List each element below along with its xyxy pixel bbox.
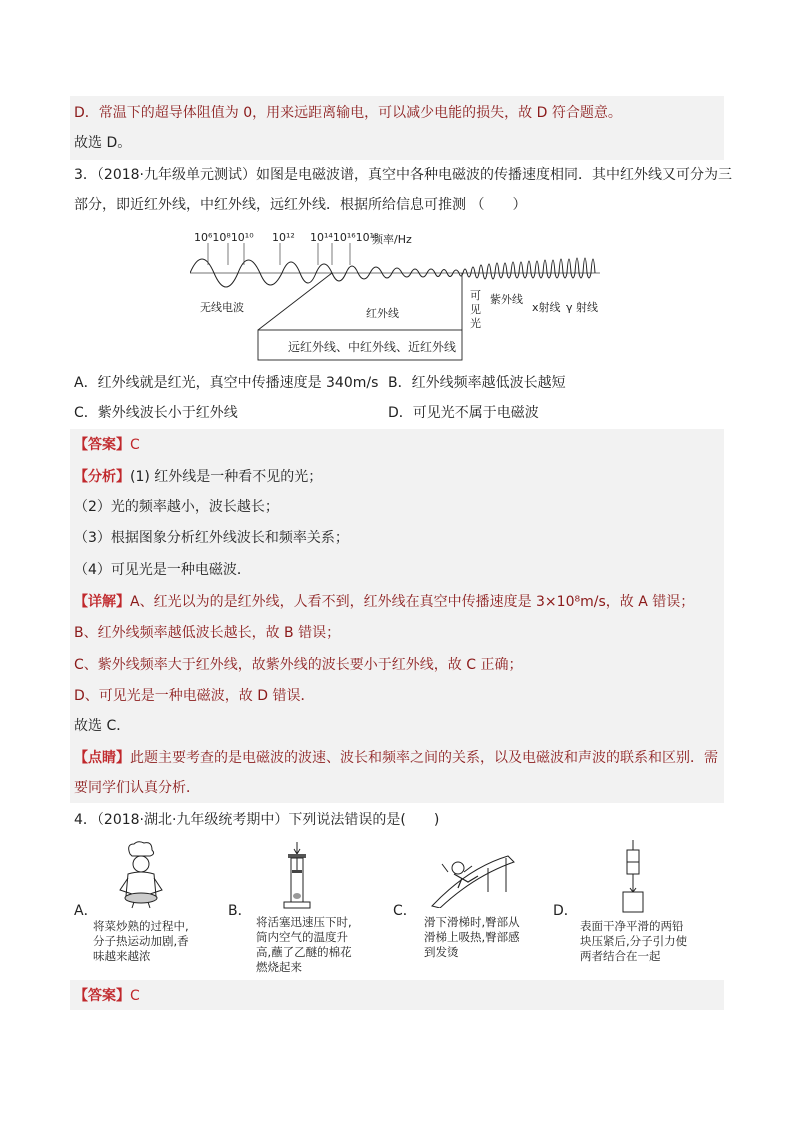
q3-answer-line	[74, 435, 140, 455]
gamma-label: γ 射线	[566, 301, 599, 314]
conclusion-text: 故选 D。	[74, 135, 132, 151]
analysis-tag: 【分析】	[74, 469, 130, 485]
q4-option-c-caption: 滑下滑梯时,臀部从 滑梯上吸热,臀部感 到发烫	[424, 915, 520, 959]
comment-tag: 【点睛】	[74, 750, 130, 766]
q3-option-c: C．紫外线波长小于红外线	[74, 405, 238, 421]
q4-option-d-letter: D．	[553, 903, 578, 919]
q3-analysis-line2: （2）光的频率越小，波长越长；	[74, 499, 279, 515]
q3-comment-line1	[74, 748, 718, 768]
xray-label: x射线	[532, 301, 561, 314]
q3-conclusion: 故选 C．	[74, 718, 131, 734]
q3-analysis-line1	[74, 467, 322, 487]
answer-tag: 【答案】	[74, 437, 130, 453]
q3-detail-line2: B、红外线频率越低波长越长，故 B 错误；	[74, 625, 341, 641]
q3-stem-line1: 3．（2018·九年级单元测试）如图是电磁波谱，真空中各种电磁波的传播速度相同．其中红外线又可分为三	[74, 167, 732, 183]
q4-answer-shade	[70, 980, 724, 1010]
comment-text: 此题主要考查的是电磁波的波速、波长和频率之间的关系，以及电磁波和声波的联系和区别．需	[130, 750, 718, 766]
option-d-explanation: D．常温下的超导体阻值为 0，用来远距离输电，可以减少电能的损失，故 D 符合题意。	[74, 105, 622, 121]
q4-answer-line	[74, 986, 140, 1006]
q4-option-b-letter: B．	[228, 903, 252, 919]
piston-cylinder-illustration	[280, 840, 314, 912]
radio-wave-label: 无线电波	[200, 301, 244, 314]
q3-detail-line3: C、紫外线频率大于红外线，故紫外线的波长要小于红外线，故 C 正确；	[74, 657, 523, 673]
q4-option-a-caption: 将菜炒熟的过程中, 分子热运动加剧,香 味越来越浓	[93, 919, 189, 963]
freq-label-a: 10⁶10⁸10¹⁰	[194, 231, 254, 244]
freq-unit-label: 频率/Hz	[372, 233, 412, 246]
wave-path	[190, 258, 595, 287]
q4-option-c-letter: C．	[393, 903, 417, 919]
detail-tag: 【详解】	[74, 594, 130, 610]
q3-option-b: B．红外线频率越低波长越短	[388, 375, 566, 391]
q3-option-a: A．红外线就是红光，真空中传播速度是 340m/s	[74, 375, 379, 391]
lead-blocks-illustration	[618, 840, 648, 914]
em-spectrum-diagram	[190, 225, 610, 365]
q3-analysis-line4: （4）可见光是一种电磁波．	[74, 562, 251, 578]
answer-value: C	[130, 437, 140, 453]
chef-cooking-illustration	[112, 840, 170, 910]
slide-illustration	[428, 848, 518, 908]
visible-light-label: 可 见 光	[470, 289, 481, 330]
q3-analysis-line3: （3）根据图象分析红外线波长和频率关系；	[74, 530, 349, 546]
analysis-text: (1) 红外线是一种看不见的光；	[130, 469, 323, 485]
q3-comment-line2: 要同学们认真分析．	[74, 780, 200, 796]
freq-label-c: 10¹⁴10¹⁶10¹⁸	[310, 231, 379, 244]
infrared-subdivisions-box: 远红外线、中红外线、近红外线	[288, 340, 457, 354]
q4-option-b-caption: 将活塞迅速压下时, 筒内空气的温度升 高,蘸了乙醚的棉花 燃烧起来	[256, 915, 352, 974]
q4-answer-value: C	[130, 988, 140, 1004]
q3-option-d: D．可见光不属于电磁波	[388, 405, 539, 421]
q4-option-d-caption: 表面干净平滑的两铅 块压紧后,分子引力使 两者结合在一起	[580, 919, 688, 963]
q3-detail-line4: D、可见光是一种电磁波，故 D 错误．	[74, 688, 315, 704]
q3-detail-line1	[74, 592, 694, 612]
q4-option-a-letter: A．	[74, 903, 98, 919]
detail-text: A、红光以为的是红外线，人看不到，红外线在真空中传播速度是 3×10⁸m/s，故 A 错误；	[130, 594, 695, 610]
freq-label-b: 10¹²	[272, 231, 295, 244]
infrared-label: 红外线	[366, 307, 399, 320]
uv-label: 紫外线	[490, 293, 523, 306]
q4-answer-tag: 【答案】	[74, 988, 130, 1004]
q4-stem: 4．（2018·湖北·九年级统考期中）下列说法错误的是( )	[74, 812, 440, 828]
q3-stem-line2: 部分，即近红外线，中红外线，远红外线．根据所给信息可推测 （ ）	[74, 197, 527, 213]
